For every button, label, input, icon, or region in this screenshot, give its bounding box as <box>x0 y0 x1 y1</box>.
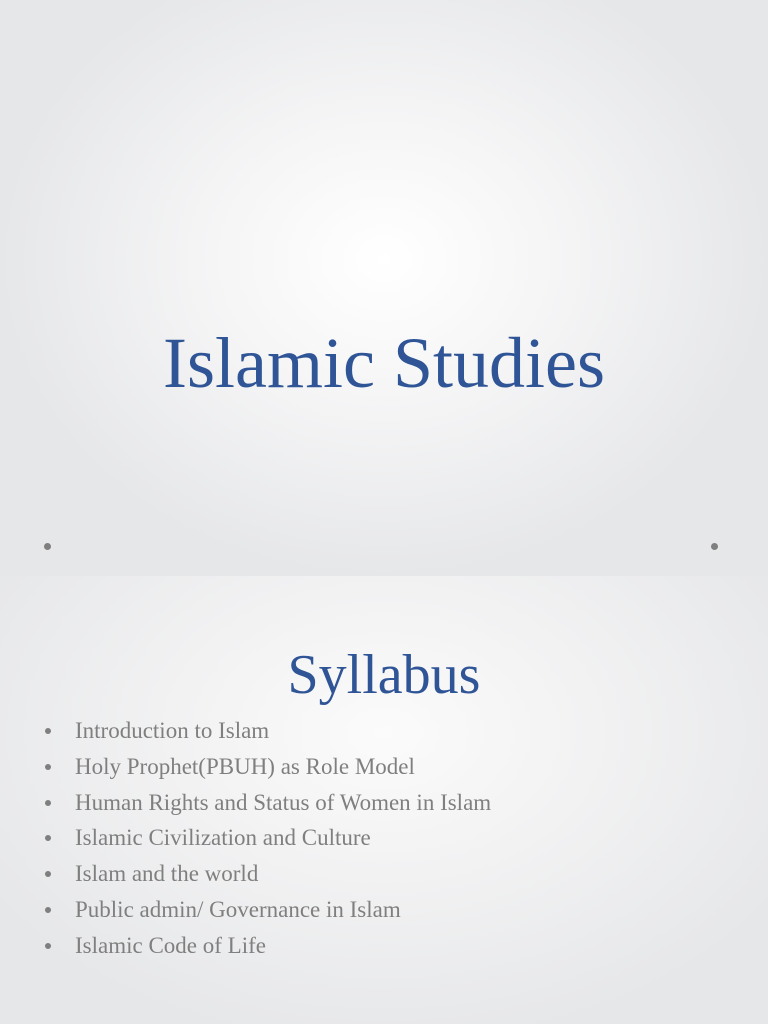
list-item <box>44 928 724 964</box>
list-item-label: Islamic Civilization and Culture <box>75 825 371 851</box>
bullet-dot-icon <box>45 907 51 913</box>
list-item <box>44 785 724 821</box>
list-item-label: Public admin/ Governance in Islam <box>75 896 401 922</box>
syllabus-heading: Syllabus <box>287 644 481 706</box>
list-item-label: Islam and the world <box>75 861 259 887</box>
bullet-dot-icon <box>45 764 51 770</box>
list-item <box>44 749 724 785</box>
list-item <box>44 713 724 749</box>
list-item <box>44 892 724 928</box>
bullet-dot-icon <box>44 543 51 550</box>
list-item <box>44 820 724 856</box>
bullet-dot-icon <box>45 835 51 841</box>
bullet-dot-icon <box>45 943 51 949</box>
list-item-label: Human Rights and Status of Women in Islam <box>75 789 492 815</box>
list-item-label: Introduction to Islam <box>75 718 270 743</box>
syllabus-list <box>44 713 724 964</box>
bullet-dot-icon <box>45 728 51 734</box>
bullet-dot-icon <box>711 543 718 550</box>
list-item <box>44 856 724 892</box>
list-item-label: Holy Prophet(PBUH) as Role Model <box>75 753 415 779</box>
list-item-label: Islamic Code of Life <box>75 932 266 958</box>
bullet-dot-icon <box>45 800 51 806</box>
presentation-title: Islamic Studies <box>163 323 605 403</box>
bullet-dot-icon <box>45 871 51 877</box>
